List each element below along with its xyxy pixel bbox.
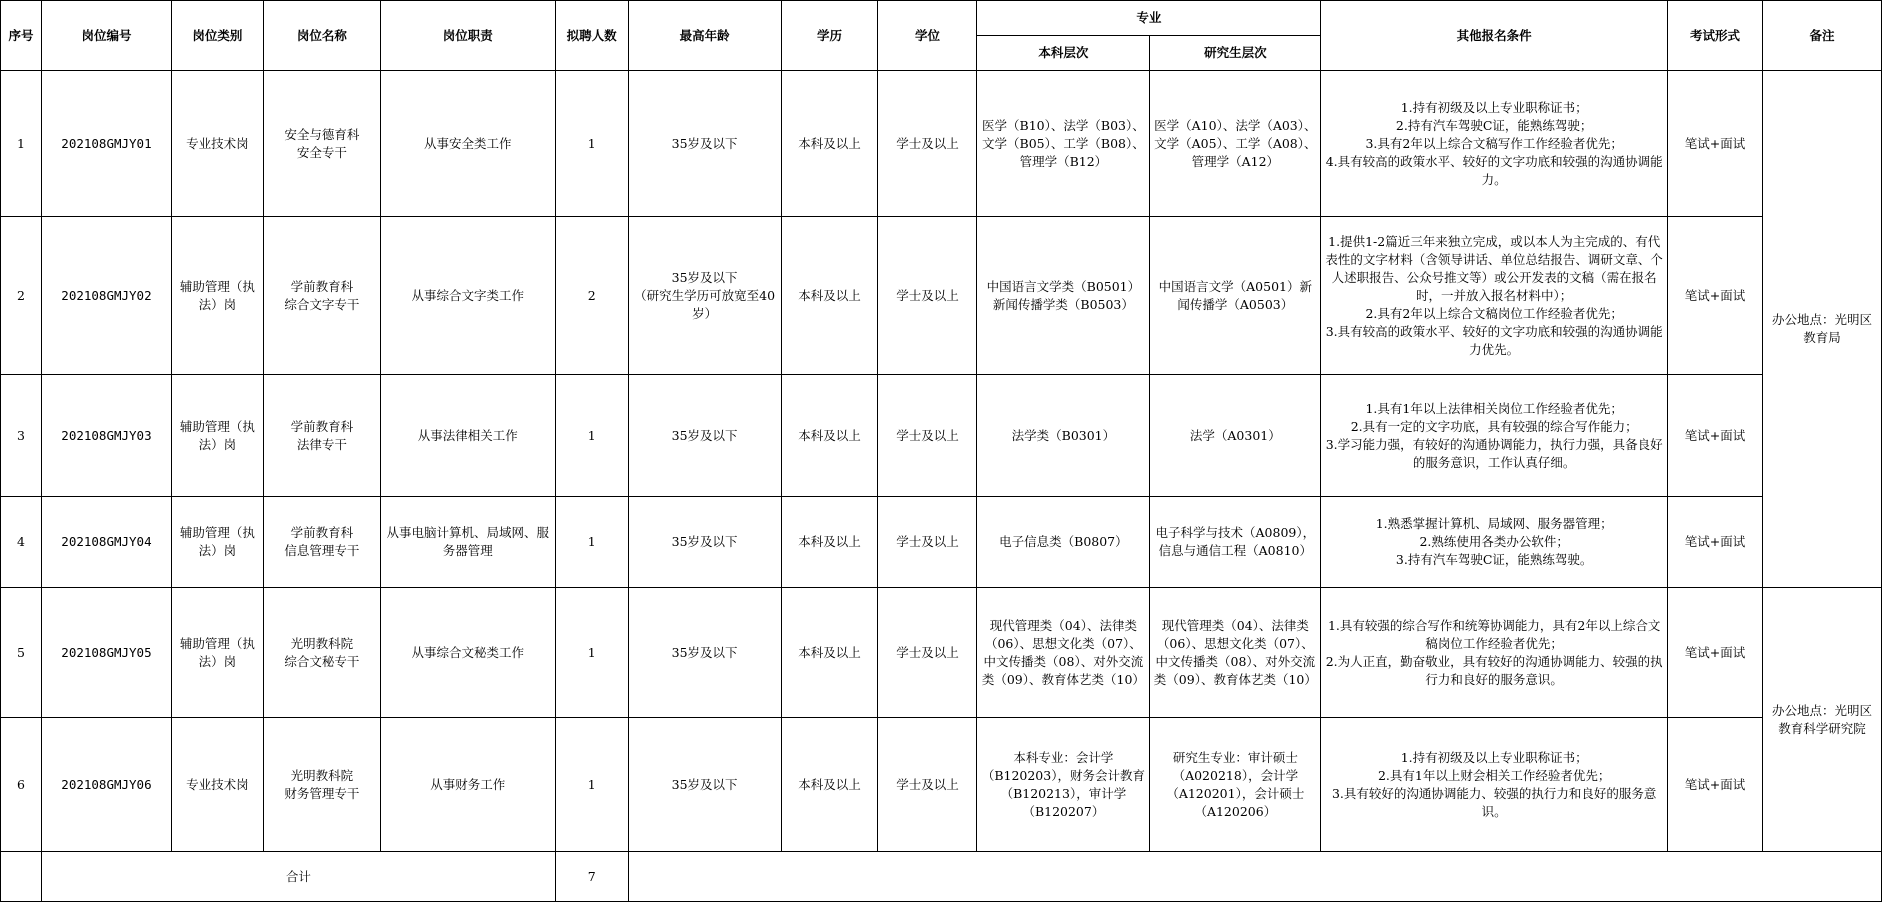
cell-major-pg: 中国语言文学（A0501）新闻传播学（A0503） bbox=[1150, 217, 1321, 375]
cell-code: 202108GMJY02 bbox=[41, 217, 171, 375]
cell-category: 专业技术岗 bbox=[171, 71, 263, 217]
cell-degree: 学士及以上 bbox=[878, 497, 977, 588]
cell-degree: 学士及以上 bbox=[878, 588, 977, 718]
header-edu: 学历 bbox=[781, 1, 878, 71]
cell-seq: 4 bbox=[1, 497, 42, 588]
cell-exam: 笔试+面试 bbox=[1668, 217, 1763, 375]
cell-degree: 学士及以上 bbox=[878, 71, 977, 217]
cell-major-pg: 法学（A0301） bbox=[1150, 375, 1321, 497]
header-code: 岗位编号 bbox=[41, 1, 171, 71]
cell-total-blank bbox=[1, 852, 42, 902]
table-row bbox=[1, 718, 1882, 852]
cell-major-ug: 本科专业：会计学（B120203），财务会计教育（B120213），审计学（B120207） bbox=[977, 718, 1150, 852]
cell-exam: 笔试+面试 bbox=[1668, 71, 1763, 217]
cell-duty: 从事法律相关工作 bbox=[380, 375, 555, 497]
cell-count: 1 bbox=[555, 718, 628, 852]
cell-other: 1.持有初级及以上专业职称证书； 2.持有汽车驾驶C证，能熟练驾驶； 3.具有2年以上综合文稿写作工作经验者优先； 4.具有较高的政策水平、较好的文字功底和较强的沟通协调能力。 bbox=[1321, 71, 1668, 217]
cell-name: 学前教育科 信息管理专干 bbox=[263, 497, 380, 588]
cell-edu: 本科及以上 bbox=[781, 718, 878, 852]
cell-edu: 本科及以上 bbox=[781, 71, 878, 217]
cell-count: 1 bbox=[555, 375, 628, 497]
cell-name: 学前教育科 法律专干 bbox=[263, 375, 380, 497]
cell-age: 35岁及以下 bbox=[628, 375, 781, 497]
header-major-ug: 本科层次 bbox=[977, 36, 1150, 71]
cell-exam: 笔试+面试 bbox=[1668, 588, 1763, 718]
table-row bbox=[1, 497, 1882, 588]
header-category: 岗位类别 bbox=[171, 1, 263, 71]
cell-age: 35岁及以下 （研究生学历可放宽至40岁） bbox=[628, 217, 781, 375]
cell-category: 辅助管理（执法）岗 bbox=[171, 497, 263, 588]
header-age: 最高年龄 bbox=[628, 1, 781, 71]
cell-degree: 学士及以上 bbox=[878, 375, 977, 497]
cell-name: 光明教科院 综合文秘专干 bbox=[263, 588, 380, 718]
cell-seq: 6 bbox=[1, 718, 42, 852]
remark-cell-education-bureau: 办公地点：光明区教育局 bbox=[1762, 71, 1881, 588]
cell-code: 202108GMJY03 bbox=[41, 375, 171, 497]
cell-name: 光明教科院 财务管理专干 bbox=[263, 718, 380, 852]
cell-category: 辅助管理（执法）岗 bbox=[171, 375, 263, 497]
cell-age: 35岁及以下 bbox=[628, 718, 781, 852]
cell-category: 辅助管理（执法）岗 bbox=[171, 588, 263, 718]
cell-other: 1.提供1-2篇近三年来独立完成，或以本人为主完成的、有代表性的文字材料（含领导讲话、单位总结报告、调研文章、个人述职报告、公众号推文等）或公开发表的文稿（需在报名时，一并放入报名材料中）； 2.具有2年以上综合文稿岗位工作经验者优先； 3.具有较高的政策水平、较好的文字功底和较强的沟通协调能力优先。 bbox=[1321, 217, 1668, 375]
header-remark: 备注 bbox=[1762, 1, 1881, 71]
cell-duty: 从事电脑计算机、局域网、服务器管理 bbox=[380, 497, 555, 588]
header-major-pg: 研究生层次 bbox=[1150, 36, 1321, 71]
cell-major-ug: 法学类（B0301） bbox=[977, 375, 1150, 497]
cell-other: 1.具有较强的综合写作和统筹协调能力，具有2年以上综合文稿岗位工作经验者优先； 2.为人正直，勤奋敬业，具有较好的沟通协调能力、较强的执行力和良好的服务意识。 bbox=[1321, 588, 1668, 718]
cell-code: 202108GMJY05 bbox=[41, 588, 171, 718]
remark-cell-research-institute: 办公地点：光明区教育科学研究院 bbox=[1762, 588, 1881, 852]
cell-exam: 笔试+面试 bbox=[1668, 497, 1763, 588]
cell-count: 1 bbox=[555, 497, 628, 588]
cell-other: 1.熟悉掌握计算机、局域网、服务器管理； 2.熟练使用各类办公软件； 3.持有汽车驾驶C证，能熟练驾驶。 bbox=[1321, 497, 1668, 588]
header-exam: 考试形式 bbox=[1668, 1, 1763, 71]
total-count: 7 bbox=[555, 852, 628, 902]
cell-edu: 本科及以上 bbox=[781, 217, 878, 375]
header-major: 专业 bbox=[977, 1, 1321, 36]
cell-degree: 学士及以上 bbox=[878, 718, 977, 852]
cell-total-rest bbox=[628, 852, 1881, 902]
cell-count: 2 bbox=[555, 217, 628, 375]
cell-major-ug: 现代管理类（04）、法律类（06）、思想文化类（07）、中文传播类（08）、对外交流类（09）、教育体艺类（10） bbox=[977, 588, 1150, 718]
cell-duty: 从事财务工作 bbox=[380, 718, 555, 852]
cell-edu: 本科及以上 bbox=[781, 588, 878, 718]
cell-major-ug: 中国语言文学类（B0501） 新闻传播学类（B0503） bbox=[977, 217, 1150, 375]
cell-seq: 2 bbox=[1, 217, 42, 375]
cell-major-ug: 医学（B10）、法学（B03）、文学（B05）、工学（B08）、管理学（B12） bbox=[977, 71, 1150, 217]
cell-other: 1.持有初级及以上专业职称证书； 2.具有1年以上财会相关工作经验者优先； 3.具有较好的沟通协调能力、较强的执行力和良好的服务意识。 bbox=[1321, 718, 1668, 852]
cell-other: 1.具有1年以上法律相关岗位工作经验者优先； 2.具有一定的文字功底，具有较强的综合写作能力； 3.学习能力强，有较好的沟通协调能力，执行力强，具备良好的服务意识，工作认真仔细。 bbox=[1321, 375, 1668, 497]
cell-name: 安全与德育科 安全专干 bbox=[263, 71, 380, 217]
table-row bbox=[1, 375, 1882, 497]
cell-major-pg: 医学（A10）、法学（A03）、文学（A05）、工学（A08）、管理学（A12） bbox=[1150, 71, 1321, 217]
table-row bbox=[1, 588, 1882, 718]
cell-degree: 学士及以上 bbox=[878, 217, 977, 375]
cell-count: 1 bbox=[555, 588, 628, 718]
cell-age: 35岁及以下 bbox=[628, 71, 781, 217]
cell-duty: 从事综合文秘类工作 bbox=[380, 588, 555, 718]
cell-duty: 从事安全类工作 bbox=[380, 71, 555, 217]
cell-exam: 笔试+面试 bbox=[1668, 718, 1763, 852]
header-other: 其他报名条件 bbox=[1321, 1, 1668, 71]
cell-category: 专业技术岗 bbox=[171, 718, 263, 852]
cell-major-ug: 电子信息类（B0807） bbox=[977, 497, 1150, 588]
cell-seq: 5 bbox=[1, 588, 42, 718]
table-row bbox=[1, 217, 1882, 375]
header-degree: 学位 bbox=[878, 1, 977, 71]
cell-edu: 本科及以上 bbox=[781, 497, 878, 588]
cell-count: 1 bbox=[555, 71, 628, 217]
header-row bbox=[1, 1, 1882, 36]
header-duty: 岗位职责 bbox=[380, 1, 555, 71]
cell-duty: 从事综合文字类工作 bbox=[380, 217, 555, 375]
cell-seq: 1 bbox=[1, 71, 42, 217]
cell-code: 202108GMJY04 bbox=[41, 497, 171, 588]
cell-category: 辅助管理（执法）岗 bbox=[171, 217, 263, 375]
header-name: 岗位名称 bbox=[263, 1, 380, 71]
table-row bbox=[1, 71, 1882, 217]
cell-code: 202108GMJY01 bbox=[41, 71, 171, 217]
cell-name: 学前教育科 综合文字专干 bbox=[263, 217, 380, 375]
header-count: 拟聘人数 bbox=[555, 1, 628, 71]
cell-major-pg: 现代管理类（04）、法律类（06）、思想文化类（07）、中文传播类（08）、对外交流类（09）、教育体艺类（10） bbox=[1150, 588, 1321, 718]
cell-major-pg: 研究生专业：审计硕士（A020218），会计学（A120201），会计硕士（A120206） bbox=[1150, 718, 1321, 852]
cell-major-pg: 电子科学与技术（A0809），信息与通信工程（A0810） bbox=[1150, 497, 1321, 588]
cell-seq: 3 bbox=[1, 375, 42, 497]
cell-code: 202108GMJY06 bbox=[41, 718, 171, 852]
header-seq: 序号 bbox=[1, 1, 42, 71]
total-row bbox=[1, 852, 1882, 902]
cell-age: 35岁及以下 bbox=[628, 497, 781, 588]
total-label: 合计 bbox=[41, 852, 555, 902]
cell-age: 35岁及以下 bbox=[628, 588, 781, 718]
cell-exam: 笔试+面试 bbox=[1668, 375, 1763, 497]
cell-edu: 本科及以上 bbox=[781, 375, 878, 497]
